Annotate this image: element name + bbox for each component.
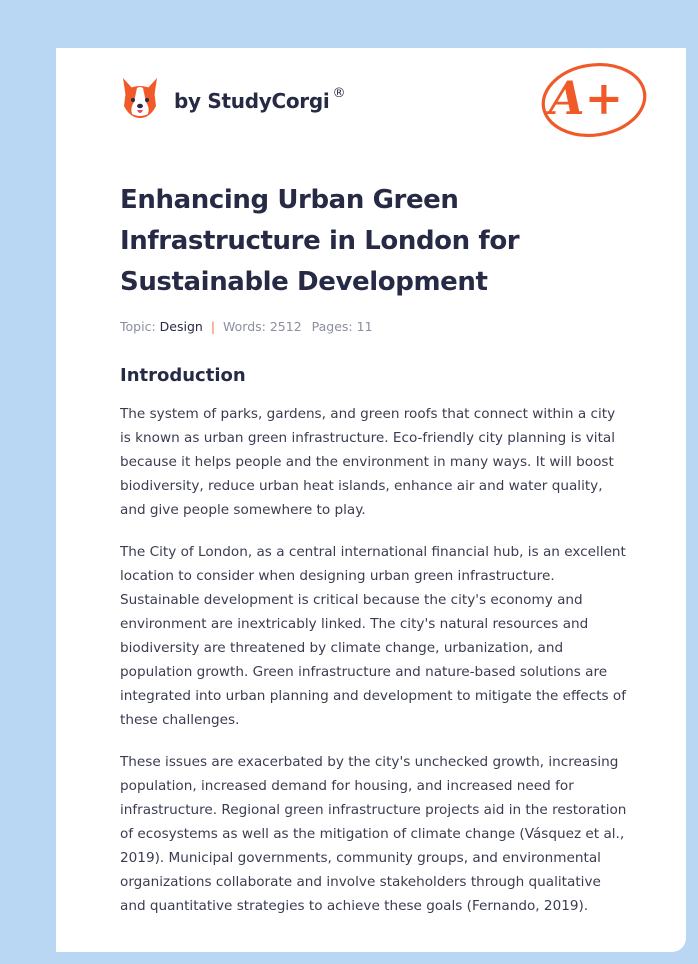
grade-text: A+ (548, 71, 624, 125)
paragraph: These issues are exacerbated by the city's unchecked growth, increasing population, increased demand for housing, and increased need for infrastructure. Regional green infrastructure projects aid in the restoration of ecosystems as well as the mitigation of climate change (Vásquez et al., 2019). Municipal governments, community groups, and environmental organizations collaborate and involve stakeholders through qualitative and quantitative strategies to achieve these goals (Fernando, 2019). (120, 754, 627, 914)
registered-mark: ® (332, 86, 346, 102)
studycorgi-logo[interactable] (120, 76, 345, 120)
page-count: Pages: 11 (311, 319, 373, 334)
paragraph: The system of parks, gardens, and green roofs that connect within a city is known as urban green infrastructure. Eco-friendly city planning is vital because it helps people and the environment in many ways. It will boost biodiversity, reduce urban heat islands, enhance air and water quality, and give people somewhere to play. (120, 406, 616, 518)
document-content (120, 180, 630, 918)
document-title: Enhancing Urban Green Infrastructure in London for Sustainable Development (120, 185, 520, 297)
document-page (56, 48, 686, 952)
meta-separator: | (210, 319, 216, 334)
document-meta (120, 319, 630, 334)
topic-label: Topic: (120, 319, 156, 334)
section-heading: Introduction (120, 365, 246, 386)
a-plus-grade-badge (538, 58, 650, 142)
page-header (56, 48, 686, 158)
brand-name: by StudyCorgi ® (174, 86, 346, 113)
topic-link[interactable]: Design (159, 319, 203, 334)
word-count: Words: 2512 (223, 319, 302, 334)
corgi-icon (120, 76, 160, 120)
paragraph: The City of London, as a central international financial hub, is an excellent location to consider when designing urban green infrastructure. Sustainable development is critical because the city's economy and environment are inextricably linked. The city's natural resources and biodiversity are threatened by climate change, urbanization, and population growth. Green infrastructure and nature-based solutions are integrated into urban planning and development to mitigate the effects of these challenges. (120, 544, 627, 728)
